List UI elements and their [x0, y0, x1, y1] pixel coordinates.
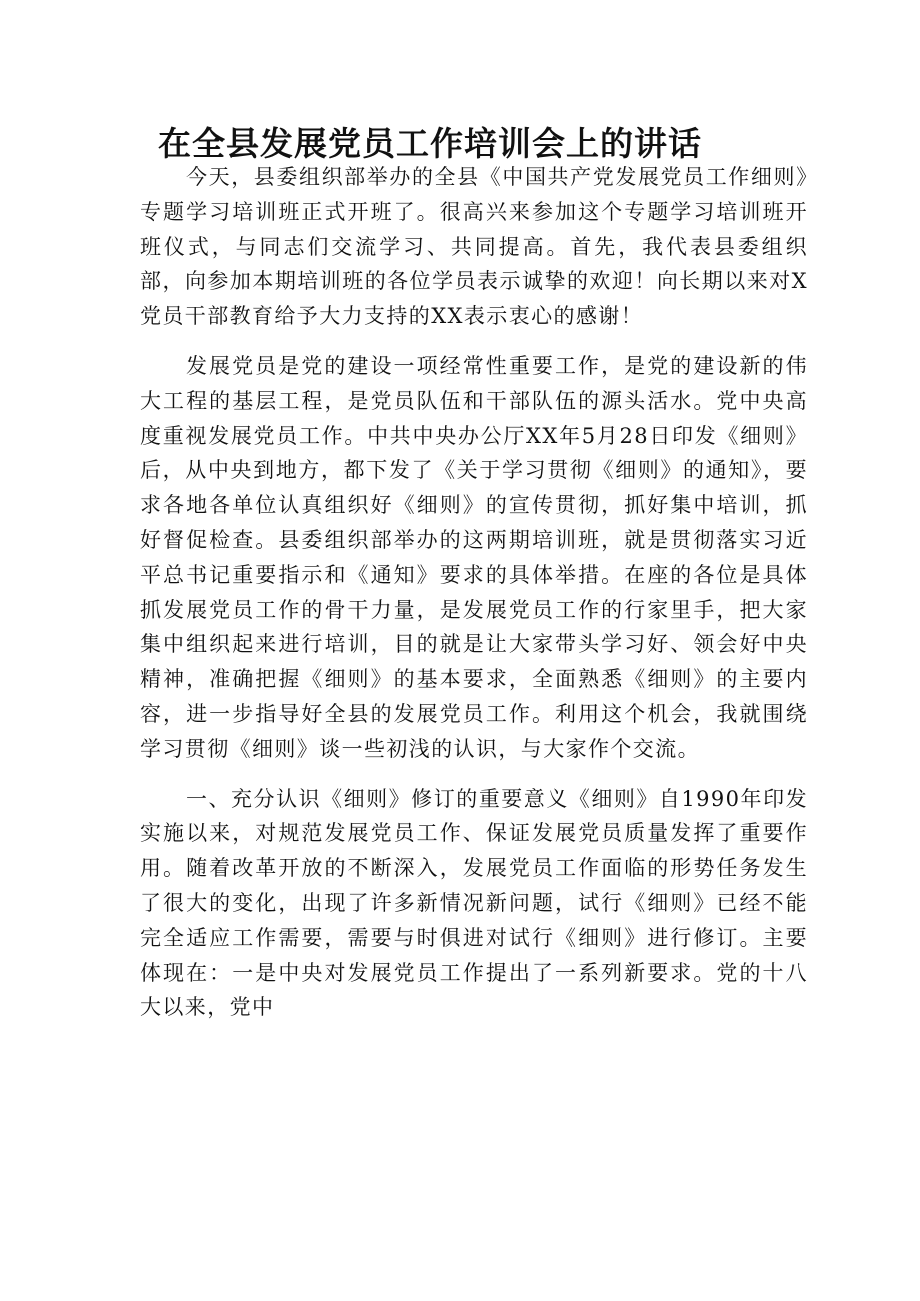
paragraph-section-one: 一、充分认识《细则》修订的重要意义《细则》自1990年印发实施以来，对规范发展党员工作、保证发展党员质量发挥了重要作用。随着改革开放的不断深入，发展党员工作面临的形势任务发生了很大的变化，出现了许多新情况新问题，试行《细则》已经不能完全适应工作需要，需要与时俱进对试行《细则》进行修订。主要体现在：一是中央对发展党员工作提出了一系列新要求。党的十八大以来，党中 — [140, 786, 808, 1020]
paragraph-opening: 今天，县委组织部举办的全县《中国共产党发展党员工作细则》专题学习培训班正式开班了。很高兴来参加这个专题学习培训班开班仪式，与同志们交流学习、共同提高。首先，我代表县委组织部，向参加本期培训班的各位学员表示诚挚的欢迎！向长期以来对X党员干部教育给予大力支持的XX表示衷心的感谢！ — [140, 165, 808, 329]
document-title: 在全县发展党员工作培训会上的讲话 — [158, 124, 702, 163]
paragraph-background: 发展党员是党的建设一项经常性重要工作，是党的建设新的伟大工程的基层工程，是党员队伍和干部队伍的源头活水。党中央高度重视发展党员工作。中共中央办公厅XX年5月28日印发《细则》后，从中央到地方，都下发了《关于学习贯彻《细则》的通知》，要求各地各单位认真组织好《细则》的宣传贯彻，抓好集中培训，抓好督促检查。县委组织部举办的这两期培训班，就是贯彻落实习近平总书记重要指示和《通知》要求的具体举措。在座的各位是具体抓发展党员工作的骨干力量，是发展党员工作的行家里手，把大家集中组织起来进行培训，目的就是让大家带头学习好、领会好中央精神，准确把握《细则》的基本要求，全面熟悉《细则》的主要内容，进一步指导好全县的发展党员工作。利用这个机会，我就围绕学习贯彻《细则》谈一些初浅的认识，与大家作个交流。 — [140, 353, 808, 761]
document-body — [140, 160, 808, 1040]
